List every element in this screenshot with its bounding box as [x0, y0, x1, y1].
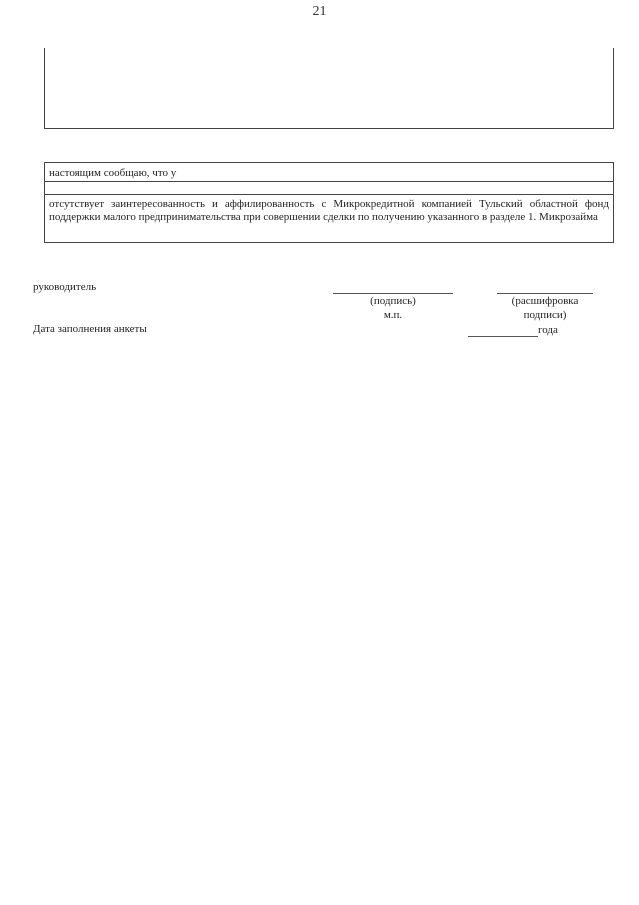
decoding-line [497, 293, 593, 294]
date-line [468, 336, 538, 337]
stamp-label: м.п. [383, 309, 403, 321]
page-number: 21 [312, 4, 327, 19]
date-label: Дата заполнения анкеты [33, 323, 147, 335]
signature-line [333, 293, 453, 294]
top-empty-box [44, 48, 614, 129]
statement-row-3: отсутствует заинтересованность и аффилированность с Микрокредитной компанией Тульский областной фонд поддержки малого предпринимательства при совершении сделки по получению указанного в разделе 1. Микрозайма [49, 198, 609, 223]
role-label: руководитель [33, 281, 97, 293]
row-divider [45, 194, 613, 195]
decoding-label-2: подписи) [523, 309, 567, 321]
decoding-label-1: (расшифровка [511, 295, 579, 307]
statement-row-1: настоящим сообщаю, что у [49, 167, 177, 179]
row-divider [45, 181, 613, 182]
signature-label: (подпись) [370, 295, 416, 307]
statement-table [44, 162, 614, 243]
year-suffix: года [538, 324, 558, 336]
